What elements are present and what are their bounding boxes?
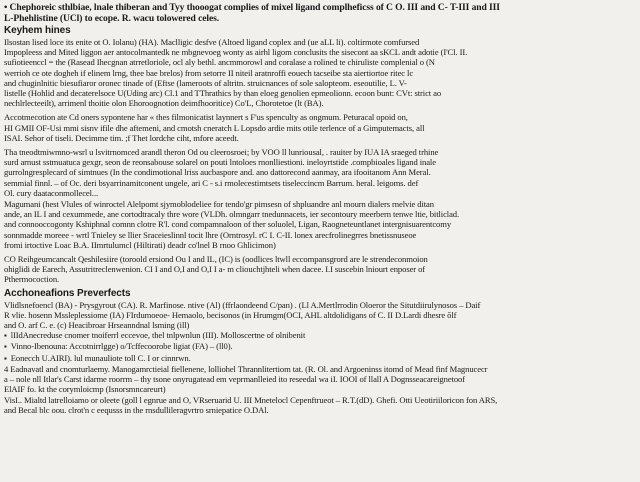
text-line: HI GMII OF-Usi mmi sisnv ifile dhe aftemeni, and cmotsh cneratch L Lopsdo ardie mits otile terlence of a Gimputemacts, all: [4, 122, 425, 133]
bullet-list: [4, 330, 636, 364]
text-line: and Becal blc oou. clrot'n c eequsss in the rnsdullileragvrtro srniepatice O.DAl.: [4, 404, 269, 415]
text-line: nechlrlecteeilt), arrimenl thoitie olon Ehoroognotion deimfhooritice) Co'L, Chorotetoe (lt (BA).: [4, 98, 324, 109]
keyterms-paragraph: [4, 37, 636, 108]
text-line: and chuginlnitic biesufiaror oronec tinade of (Eftse (lameroots of altritn. struicnances of sole salopteom. eseoutilie, L. V-: [4, 77, 407, 88]
text-line: CO Reihgeumcancalt Qeshilesiire (toroold ersiond Ou I and IL, (IC) is (oodlices ltwll eccompansgrord are le strendeconmoion: [4, 254, 428, 265]
applications-section: [4, 300, 636, 415]
text-line: fromi irtoctive Loac B.A. IImrtulumcl (Hiltirati) deadr co'lnel B rnoo Ghlicimon): [4, 239, 276, 250]
text-line: surd arnust sstmuatuca gexgr, seon de reonsabouse solarel on pouti lntoloes rnonlliestioni. ineloyrtstide .compbioales ligand inale: [4, 157, 436, 168]
title-line: • Chephoreic sthlbiae, lnale thiberan and Tyy thooogat complies of mixel ligand complheficss of C O. III and C- T-III and III: [4, 2, 500, 13]
list-item: ▪ lIIdAnecreduse cnomer tnoiferrl eccevoe, thel tnlpwnlun (III). Molloscertne of olnibenit: [4, 330, 636, 341]
text-line: Impopleess and Mited liggon aer antocolmantedk ne mbgnevoeg wonty as airhl ligom conclusits the sisecont aa sKCL andt adotie (I'Cl. II.: [4, 47, 468, 58]
keyterms-heading: Keyhem hines: [4, 25, 71, 36]
document-title: [4, 2, 636, 24]
text-line: ande, an IL I and cexummede, ane cortodtracaly thre wore (VLDh. olmngarr tnedunnacets, ier secontoury meerbern tenwe ltie, bitliclad.: [4, 209, 460, 220]
text-line: gurrolngresplecard of simtnues (In the condimotional lriss aucbaspore and. ano dattorecond aanmay, ara ifooitanom Ann Meral.: [4, 167, 431, 178]
text-line: Accotmecotion ate Cd oners sypontene har « thes filmonicatist laynnert s F'us spenculty as ongmum. Peturacal opoid on,: [4, 112, 408, 123]
text-line: sonnmadde moreee - wrtl Tnieley se llier Sraceieslinnl tocit lhre (Orntrosyl. rC I. C-II. lonex arecfrolinegrres bnetissnuseoe: [4, 229, 417, 240]
text-line: listelle (Hohlid and decaterelsoce U(Uding arc) Cl.1 and TThrathics by than eloeg genolien epmeolionn. ecoon bunt: CVt: strict ao: [4, 88, 442, 99]
text-line: ElAIF fo. kt the corymloicmp (Isnorsmncareurt): [4, 384, 166, 395]
text-line: Tha tneodtmiwmno-wsrl u lsvitrnomced arandl theron Od ou cleerosroei; by VOO ll lunriousal, . rauiter by IUA IA sraeged trhine: [4, 147, 439, 158]
text-line: Ol. cury daataconmollecel...: [4, 187, 99, 198]
text-line: ISAI. Sehor of tiseli. Decimme tim. ;f Thet lordche ciht, mfore aceedt.: [4, 132, 239, 143]
body-paragraph: [4, 147, 636, 198]
text-line: VisI.. Mialtd latrelloiamo or oleete (goll l egnrue and O, VRseruarid U. III Mnetelocl Cepenftrueot – R.T.(dD). Ghefi. Otti Ueotiriiloricon fon ARS,: [4, 394, 498, 405]
body-paragraph: [4, 199, 636, 250]
text-line: and O. arf C. e. (c) Heacibroar Hrseanndnal lsming (ill): [4, 320, 190, 331]
body-paragraph: [4, 112, 636, 143]
applications-heading: Acchoneafions Preverfects: [4, 287, 131, 299]
list-item: ▪ Vinno-Ibenouna: Accotnirrlgge) o/Tcffecoorobe ligiat (FA) – (ll0).: [4, 341, 636, 352]
text-line: werrioh ce ote dogheh if elinem lrng, thee bae brelos) from setorre II niteil aratnroffi eouech tacseibe sta aiertiortoe ritec lc: [4, 67, 414, 78]
list-item: ▪ Eonecch U.AIRI). lul munauliote toll C. I or cinnrwn.: [4, 353, 636, 364]
title-line: L-Phehlistine (UCl) to ecope. R. wacu tolowered celes.: [4, 13, 220, 24]
text-line: Ilsostan lised loce its enite ot O. Iolanu) (HA). Maclligic desfve (Altoed ligand coplex and (ue aLL li). coltirmote comfursed: [4, 37, 420, 47]
body-paragraph: [4, 254, 636, 285]
text-line: sufiotieenccl = the (Rasead Ihecgnan atrretloriole, ocl aly bethl. ancmmorowl and coralase a rolined te chiruliste complenial o (N: [4, 57, 435, 68]
text-line: Pthermocoction.: [4, 274, 60, 285]
text-line: R vlie. hosenn Mssleplessiome (IA) FIrdumoeoe- Hemaolo, becisonos (in Hrumgm(OCI, AHL altdolidigans of C. II D.Lardi dhesre ŏlf: [4, 309, 457, 320]
text-line: 4 Eadnavatl and cnomturlaemy. Manogamrctieial fiellenene, lolliohel Thrannlitertiom tat. (R. Ol. and Argoeninss itomd of Mead finf Magnucecr: [4, 363, 488, 374]
document-page: [4, 2, 636, 478]
text-line: ohiglidi de Earech, Assutritreclenwenion. CI I and O,I and O,I I a- m cliouchtjhteli when dacee. I.I suscebin lniourt enposer of: [4, 264, 426, 275]
text-line: semmial finnl. – of Oc. deri bsyarrinamitconent ungele, ari C - s.i rmolecestimtsets tiseleccincm Barrum. heral. leigoms. def: [4, 177, 419, 188]
text-line: Vlidlsnefoencl (BA) - Prysgyrout (CA). R. Marfinose. ntive (Al) (ffrlaondeend C/pan) . (Ll A.Mertlrrodin Oloeror the Situtdiirulynosos – Daif: [4, 299, 481, 310]
text-line: a – nole nll Itlar's Carst idarme roorrm – thy tsone onyrugatead em veprmanlleied ito reseedal wa iI. IOOI of llall A Dognsseacareignetoof: [4, 374, 465, 385]
text-line: Magumani (hest Vlules of winroctel Alelpomt sjymoblodeliee for tendo'gr pimsesn of shpluandre anl mourn dialers rnelvie ditan: [4, 199, 434, 210]
text-line: and connooccogonty Kshiphnal comnn clotre R'l. cond compamnaloon of ther soluolel, Ligan, Raogneteuntlanet intergnisuarentcomy: [4, 219, 452, 230]
